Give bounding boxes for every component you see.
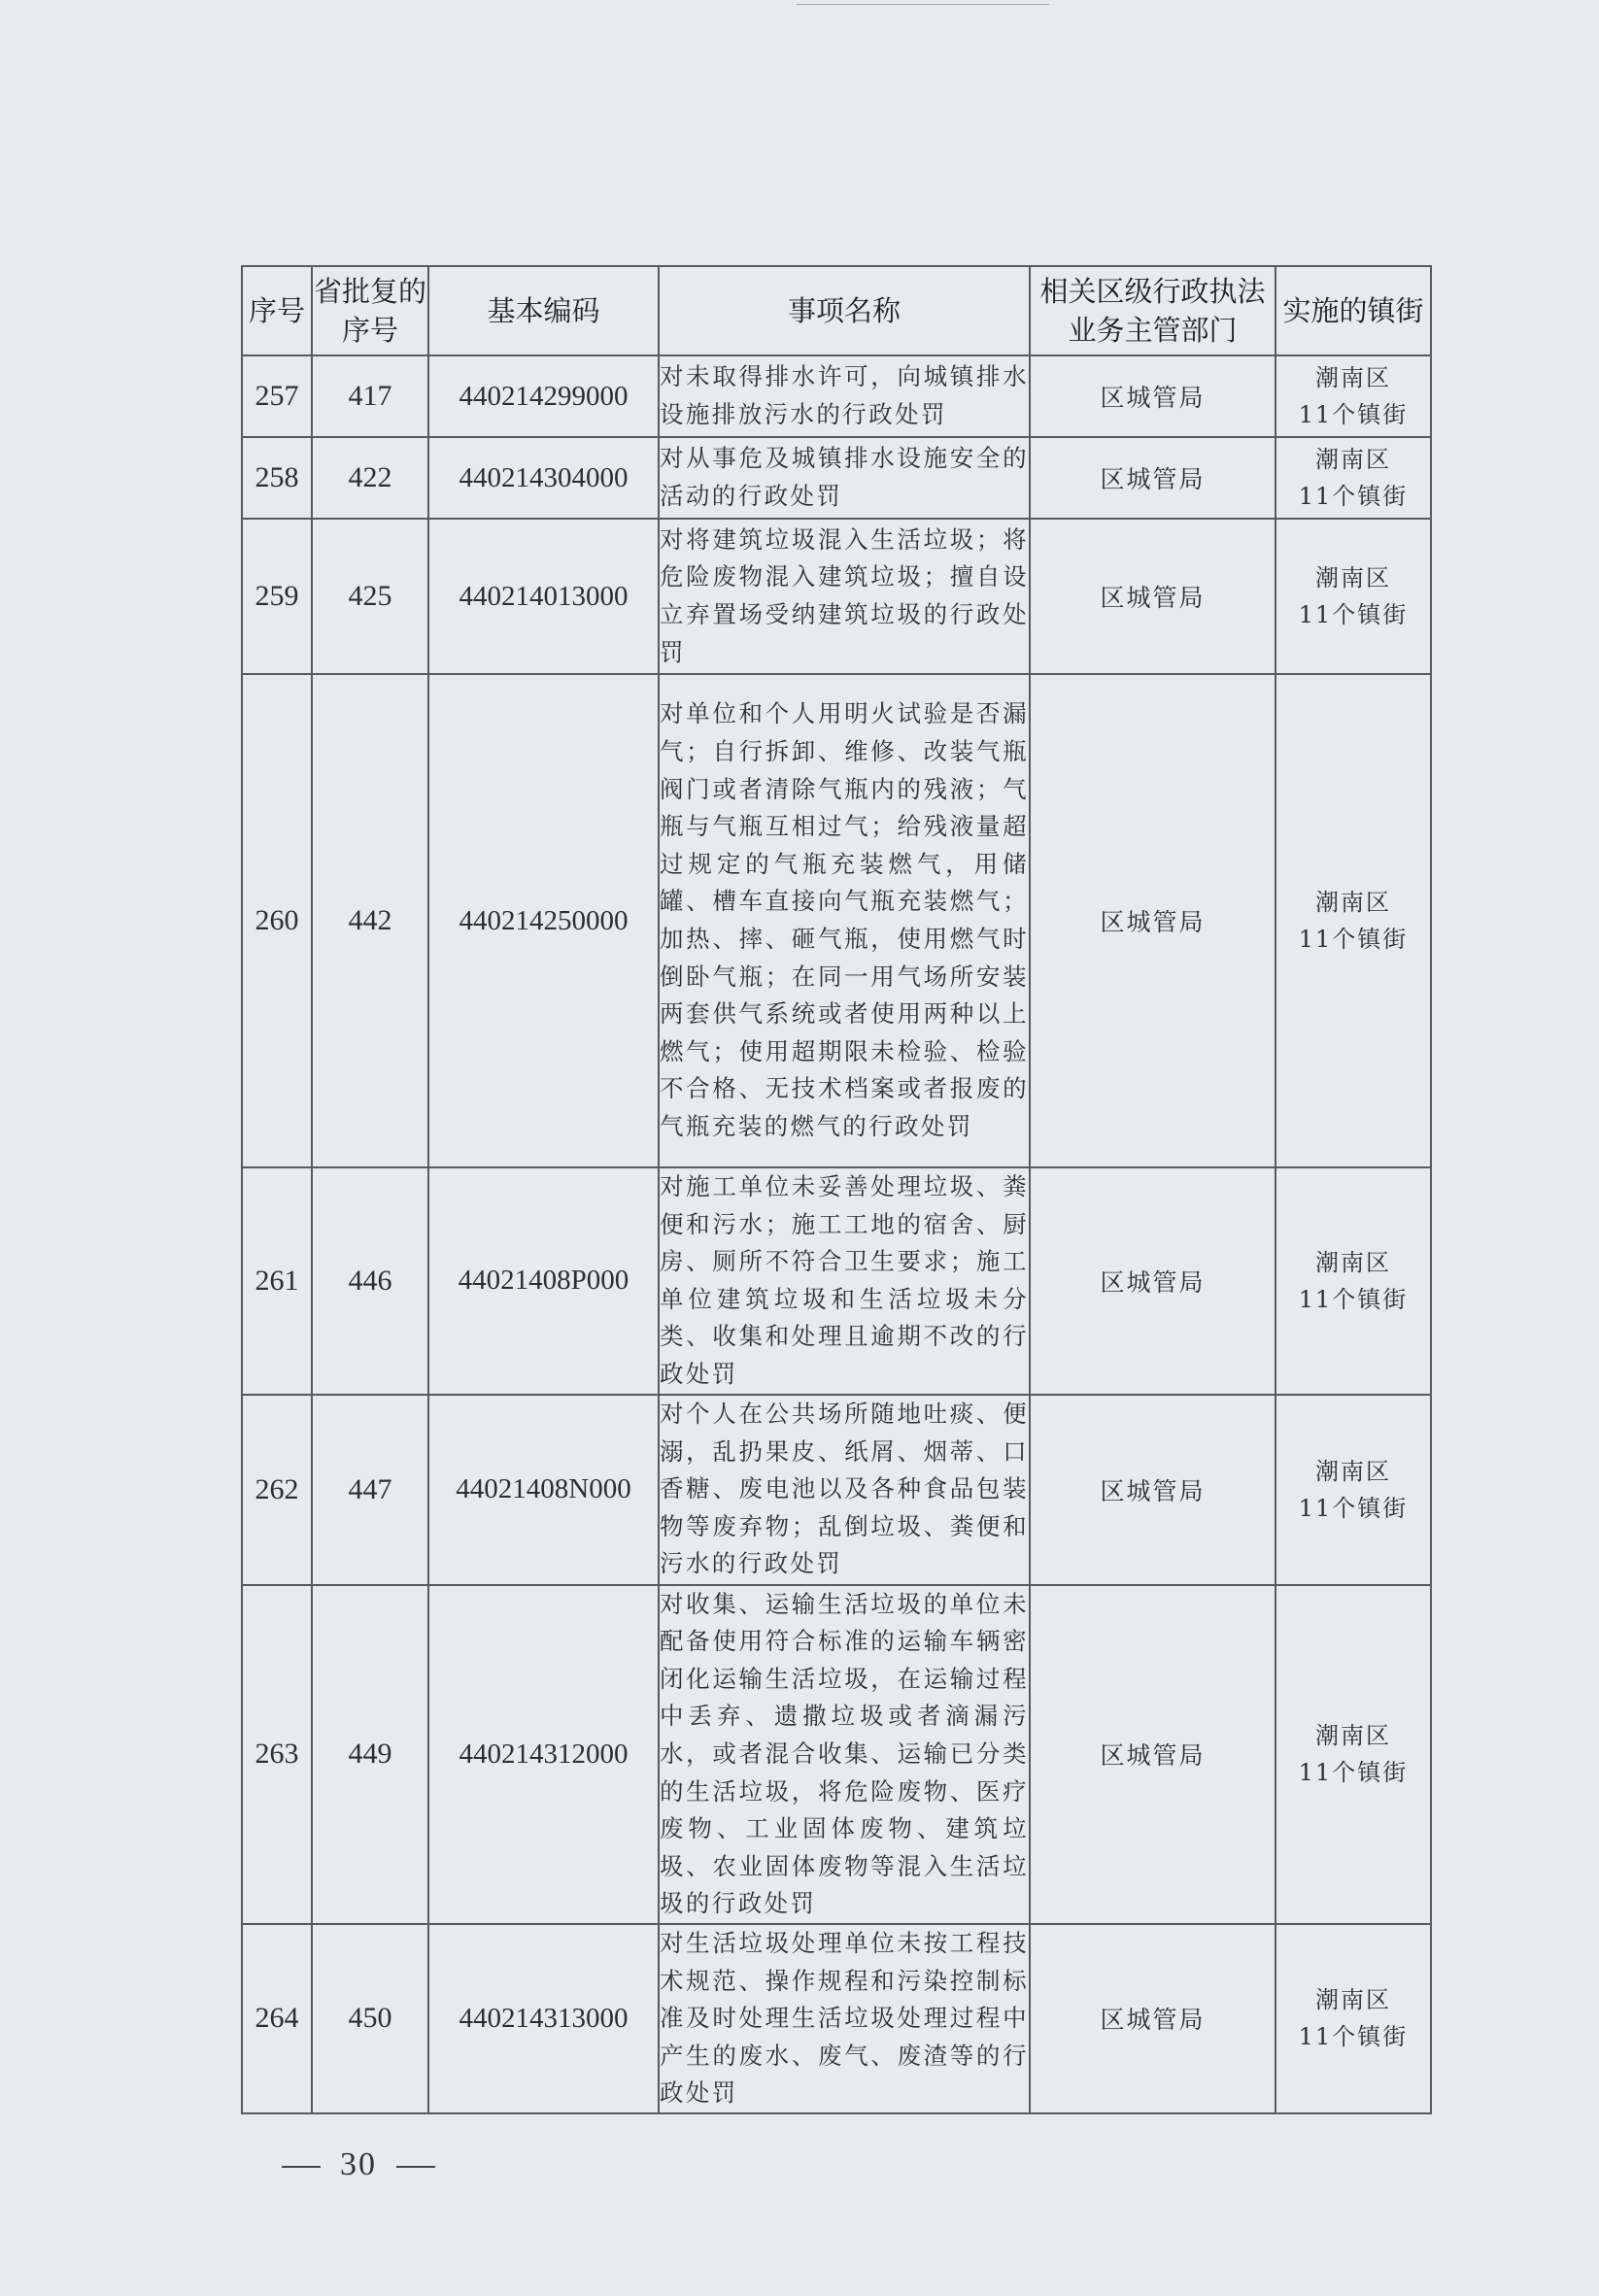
cell-seq: 263 (242, 1585, 312, 1924)
table-row (242, 1585, 1431, 1924)
footer-dash-right (396, 2166, 435, 2168)
table-row (242, 1924, 1431, 2113)
cell-name: 对生活垃圾处理单位未按工程技术规范、操作规程和污染控制标准及时处理生活垃圾处理过程中产生的废水、废气、废渣等的行政处罚 (659, 1924, 1030, 2113)
cell-code: 440214304000 (428, 437, 659, 519)
cell-town (1276, 519, 1431, 674)
cell-seq: 258 (242, 437, 312, 519)
cell-seq: 257 (242, 355, 312, 437)
cell-dept: 区城管局 (1030, 1167, 1276, 1395)
page-footer (262, 2146, 455, 2183)
cell-town (1276, 1167, 1431, 1395)
cell-prov-seq: 425 (312, 519, 428, 674)
cell-dept: 区城管局 (1030, 437, 1276, 519)
table-header-row (242, 266, 1431, 355)
cell-town (1276, 674, 1431, 1167)
cell-dept: 区城管局 (1030, 1395, 1276, 1585)
town-line1: 潮南区 (1315, 364, 1391, 391)
cell-dept: 区城管局 (1030, 355, 1276, 437)
cell-dept: 区城管局 (1030, 1585, 1276, 1924)
cell-town (1276, 437, 1431, 519)
town-line2: 11个镇街 (1298, 926, 1409, 953)
header-code: 基本编码 (428, 266, 659, 355)
town-line1: 潮南区 (1315, 564, 1391, 591)
items-table (241, 265, 1432, 2114)
cell-prov-seq: 442 (312, 674, 428, 1167)
top-edge-line (797, 4, 1049, 5)
cell-code: 44021408P000 (428, 1167, 659, 1395)
cell-name: 对将建筑垃圾混入生活垃圾；将危险废物混入建筑垃圾；擅自设立弃置场受纳建筑垃圾的行政处罚 (659, 519, 1030, 674)
table-row (242, 519, 1431, 674)
cell-prov-seq: 422 (312, 437, 428, 519)
town-line2: 11个镇街 (1298, 601, 1409, 628)
header-prov-seq: 省批复的序号 (312, 266, 428, 355)
cell-dept: 区城管局 (1030, 674, 1276, 1167)
town-line1: 潮南区 (1315, 1722, 1391, 1750)
cell-seq: 260 (242, 674, 312, 1167)
header-dept: 相关区级行政执法业务主管部门 (1030, 266, 1276, 355)
cell-seq: 259 (242, 519, 312, 674)
footer-dash-left (282, 2166, 321, 2168)
town-line2: 11个镇街 (1298, 2023, 1409, 2051)
town-line1: 潮南区 (1315, 446, 1391, 473)
cell-code: 440214299000 (428, 355, 659, 437)
cell-town (1276, 1395, 1431, 1585)
cell-name: 对个人在公共场所随地吐痰、便溺，乱扔果皮、纸屑、烟蒂、口香糖、废电池以及各种食品包装物等废弃物；乱倒垃圾、粪便和污水的行政处罚 (659, 1395, 1030, 1585)
town-line2: 11个镇街 (1298, 401, 1409, 428)
cell-name: 对未取得排水许可，向城镇排水设施排放污水的行政处罚 (659, 355, 1030, 437)
cell-prov-seq: 417 (312, 355, 428, 437)
town-line2: 11个镇街 (1298, 1285, 1409, 1313)
table-row (242, 674, 1431, 1167)
cell-name: 对施工单位未妥善处理垃圾、粪便和污水；施工工地的宿舍、厨房、厕所不符合卫生要求；施工单位建筑垃圾和生活垃圾未分类、收集和处理且逾期不改的行政处罚 (659, 1167, 1030, 1395)
cell-name: 对从事危及城镇排水设施安全的活动的行政处罚 (659, 437, 1030, 519)
cell-town (1276, 355, 1431, 437)
table-row (242, 1167, 1431, 1395)
cell-code: 440214313000 (428, 1924, 659, 2113)
cell-seq: 262 (242, 1395, 312, 1585)
town-line1: 潮南区 (1315, 1986, 1391, 2014)
page-number: 30 (340, 2146, 377, 2182)
header-name: 事项名称 (659, 266, 1030, 355)
table-row (242, 355, 1431, 437)
cell-prov-seq: 449 (312, 1585, 428, 1924)
town-line1: 潮南区 (1315, 1248, 1391, 1276)
cell-seq: 264 (242, 1924, 312, 2113)
town-line2: 11个镇街 (1298, 1494, 1409, 1522)
cell-code: 440214013000 (428, 519, 659, 674)
town-line2: 11个镇街 (1298, 1759, 1409, 1787)
header-seq: 序号 (242, 266, 312, 355)
town-line1: 潮南区 (1315, 1457, 1391, 1485)
cell-prov-seq: 447 (312, 1395, 428, 1585)
table-row (242, 1395, 1431, 1585)
cell-seq: 261 (242, 1167, 312, 1395)
header-town: 实施的镇街 (1276, 266, 1431, 355)
town-line1: 潮南区 (1315, 889, 1391, 916)
cell-code: 440214312000 (428, 1585, 659, 1924)
cell-dept: 区城管局 (1030, 1924, 1276, 2113)
cell-prov-seq: 446 (312, 1167, 428, 1395)
cell-code: 440214250000 (428, 674, 659, 1167)
cell-prov-seq: 450 (312, 1924, 428, 2113)
town-line2: 11个镇街 (1298, 483, 1409, 510)
cell-town (1276, 1924, 1431, 2113)
cell-town (1276, 1585, 1431, 1924)
cell-name: 对单位和个人用明火试验是否漏气；自行拆卸、维修、改装气瓶阀门或者清除气瓶内的残液；气瓶与气瓶互相过气；给残液量超过规定的气瓶充装燃气，用储罐、槽车直接向气瓶充装燃气；加热、摔、砸气瓶，使用燃气时倒卧气瓶；在同一用气场所安装两套供气系统或者使用两种以上燃气；使用超期限未检验、检验不合格、无技术档案或者报废的气瓶充装的燃气的行政处罚 (659, 674, 1030, 1167)
table-row (242, 437, 1431, 519)
cell-dept: 区城管局 (1030, 519, 1276, 674)
cell-name: 对收集、运输生活垃圾的单位未配备使用符合标准的运输车辆密闭化运输生活垃圾，在运输过程中丢弃、遗撒垃圾或者滴漏污水，或者混合收集、运输已分类的生活垃圾，将危险废物、医疗废物、工业固体废物、建筑垃圾、农业固体废物等混入生活垃圾的行政处罚 (659, 1585, 1030, 1924)
cell-code: 44021408N000 (428, 1395, 659, 1585)
